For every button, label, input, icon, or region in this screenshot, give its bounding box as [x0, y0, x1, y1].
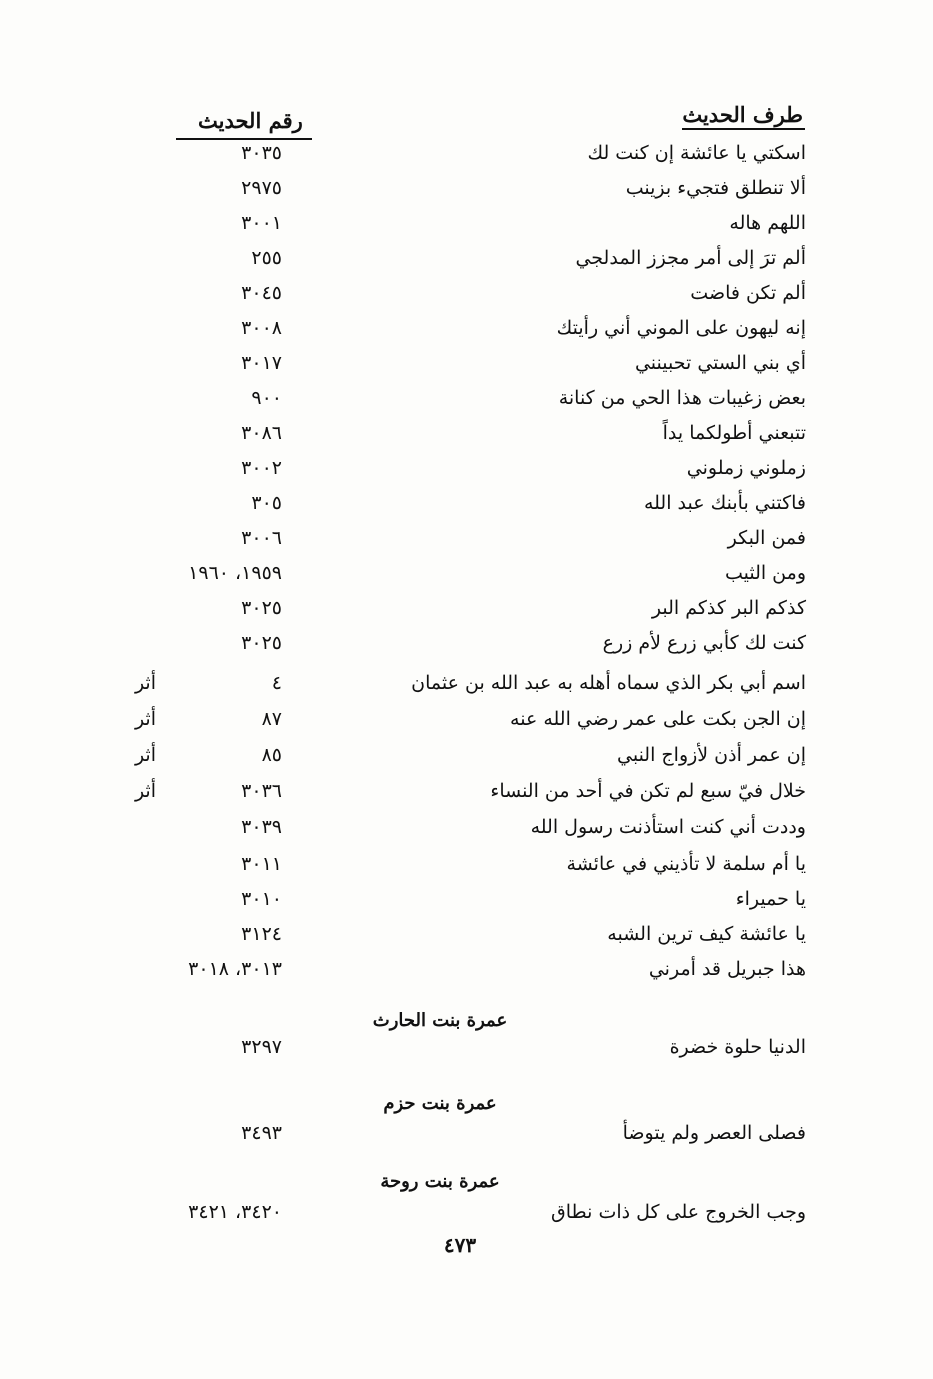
- hadith-text: ألم تكن فاضت: [690, 282, 806, 304]
- index-row: [0, 708, 933, 738]
- index-row: [0, 1036, 933, 1066]
- hadith-text: تتبعني أطولكما يداً: [662, 422, 806, 444]
- header-underline-left: [176, 138, 312, 140]
- index-row: [0, 457, 933, 487]
- hadith-number: ٣٤٩٣: [241, 1122, 282, 1144]
- hadith-number: ٨٥: [261, 744, 282, 766]
- hadith-number: ٣٠٤٥: [241, 282, 282, 304]
- hadith-number: ٣٠٣٥: [241, 142, 282, 164]
- index-row: [0, 492, 933, 522]
- hadith-text: اللهم هاله: [729, 212, 806, 234]
- column-header-hadith-number: رقم الحديث: [198, 108, 303, 133]
- hadith-number: ٣٠٠٢: [241, 457, 282, 479]
- index-row: [0, 744, 933, 774]
- index-row: [0, 923, 933, 953]
- hadith-text: ألم ترَ إلى أمر مجزز المدلجي: [575, 247, 806, 269]
- hadith-text: زملوني زملوني: [686, 457, 806, 479]
- hadith-number: ٣٠١١: [241, 853, 282, 875]
- section-heading: عمرة بنت الحارث: [372, 1010, 508, 1031]
- hadith-text: اسم أبي بكر الذي سماه أهله به عبد الله بن عثمان: [411, 672, 806, 694]
- hadith-text: هذا جبريل قد أمرني: [648, 958, 806, 980]
- hadith-number: ٢٩٧٥: [241, 177, 282, 199]
- hadith-number: ٤: [271, 672, 282, 694]
- column-header-hadith-text: طرف الحديث: [682, 102, 803, 127]
- hadith-number: ٣٤٢٠، ٣٤٢١: [188, 1201, 282, 1223]
- hadith-text: كنت لك كأبي زرع لأم زرع: [602, 632, 806, 654]
- hadith-number: ٣٠٠١: [241, 212, 282, 234]
- index-row: [0, 177, 933, 207]
- index-row: [0, 352, 933, 382]
- hadith-number: ٩٠٠: [251, 387, 282, 409]
- hadith-number: ٢٥٥: [251, 247, 282, 269]
- hadith-number: ٣٠١٣، ٣٠١٨: [188, 958, 282, 980]
- hadith-text: إنه ليهون على الموني أني رأيتك: [556, 317, 806, 339]
- index-row: [0, 597, 933, 627]
- index-row: [0, 672, 933, 702]
- hadith-number: ٣١٢٤: [241, 923, 282, 945]
- hadith-number: ٣٢٩٧: [241, 1036, 282, 1058]
- athar-label: أثر: [134, 780, 156, 802]
- hadith-text: إن الجن بكت على عمر رضي الله عنه: [510, 708, 806, 730]
- index-row: [0, 958, 933, 988]
- hadith-text: بعض زغيبات هذا الحي من كنانة: [558, 387, 806, 409]
- hadith-number: ٣٠١٧: [241, 352, 282, 374]
- hadith-text: الدنيا حلوة خضرة: [669, 1036, 806, 1058]
- index-row: [0, 1201, 933, 1231]
- index-row: [0, 1122, 933, 1152]
- section-heading: عمرة بنت روحة: [380, 1171, 500, 1192]
- index-row: [0, 142, 933, 172]
- hadith-number: ٣٠٠٦: [241, 527, 282, 549]
- index-row: [0, 853, 933, 883]
- hadith-number: ٣٠١٠: [241, 888, 282, 910]
- hadith-number: ٣٠٣٦: [241, 780, 282, 802]
- index-row: [0, 562, 933, 592]
- index-row: [0, 888, 933, 918]
- hadith-text: فصلى العصر ولم يتوضأ: [622, 1122, 806, 1144]
- hadith-text: وددت أني كنت استأذنت رسول الله: [530, 816, 806, 838]
- hadith-number: ٣٠٢٥: [241, 632, 282, 654]
- index-row: [0, 212, 933, 242]
- index-row: [0, 527, 933, 557]
- index-row: [0, 422, 933, 452]
- hadith-text: وجب الخروج على كل ذات نطاق: [551, 1201, 806, 1223]
- hadith-number: ١٩٥٩، ١٩٦٠: [188, 562, 282, 584]
- hadith-text: خلال فيّ سبع لم تكن في أحد من النساء: [490, 780, 806, 802]
- index-row: [0, 816, 933, 846]
- hadith-number: ٣٠٣٩: [241, 816, 282, 838]
- index-row: [0, 780, 933, 810]
- hadith-text: اسكتي يا عائشة إن كنت لك: [587, 142, 806, 164]
- section-heading: عمرة بنت حزم: [383, 1093, 497, 1114]
- hadith-number: ٣٠٨٦: [241, 422, 282, 444]
- hadith-number: ٣٠٠٨: [241, 317, 282, 339]
- hadith-number: ٣٠٢٥: [241, 597, 282, 619]
- hadith-number: ٨٧: [261, 708, 282, 730]
- hadith-text: يا أم سلمة لا تأذيني في عائشة: [566, 853, 806, 875]
- athar-label: أثر: [134, 708, 156, 730]
- index-row: [0, 317, 933, 347]
- hadith-text: ومن الثيب: [724, 562, 806, 584]
- index-row: [0, 632, 933, 662]
- hadith-text: فاكتني بأبنك عبد الله: [643, 492, 806, 514]
- hadith-text: فمن البكر: [727, 527, 806, 549]
- athar-label: أثر: [134, 744, 156, 766]
- hadith-text: يا عائشة كيف ترين الشبه: [607, 923, 806, 945]
- hadith-number: ٣٠٥: [251, 492, 282, 514]
- index-row: [0, 282, 933, 312]
- header-underline-right: [682, 128, 805, 130]
- index-row: [0, 387, 933, 417]
- page-number: ٤٧٣: [443, 1233, 477, 1257]
- athar-label: أثر: [134, 672, 156, 694]
- hadith-text: إن عمر أذن لأزواج النبي: [617, 744, 806, 766]
- hadith-text: يا حميراء: [735, 888, 806, 910]
- hadith-text: ألا تنطلق فتجيء بزينب: [625, 177, 806, 199]
- hadith-text: أي بني الستي تحبينني: [634, 352, 806, 374]
- hadith-text: كذكم البر كذكم البر: [651, 597, 806, 619]
- index-row: [0, 247, 933, 277]
